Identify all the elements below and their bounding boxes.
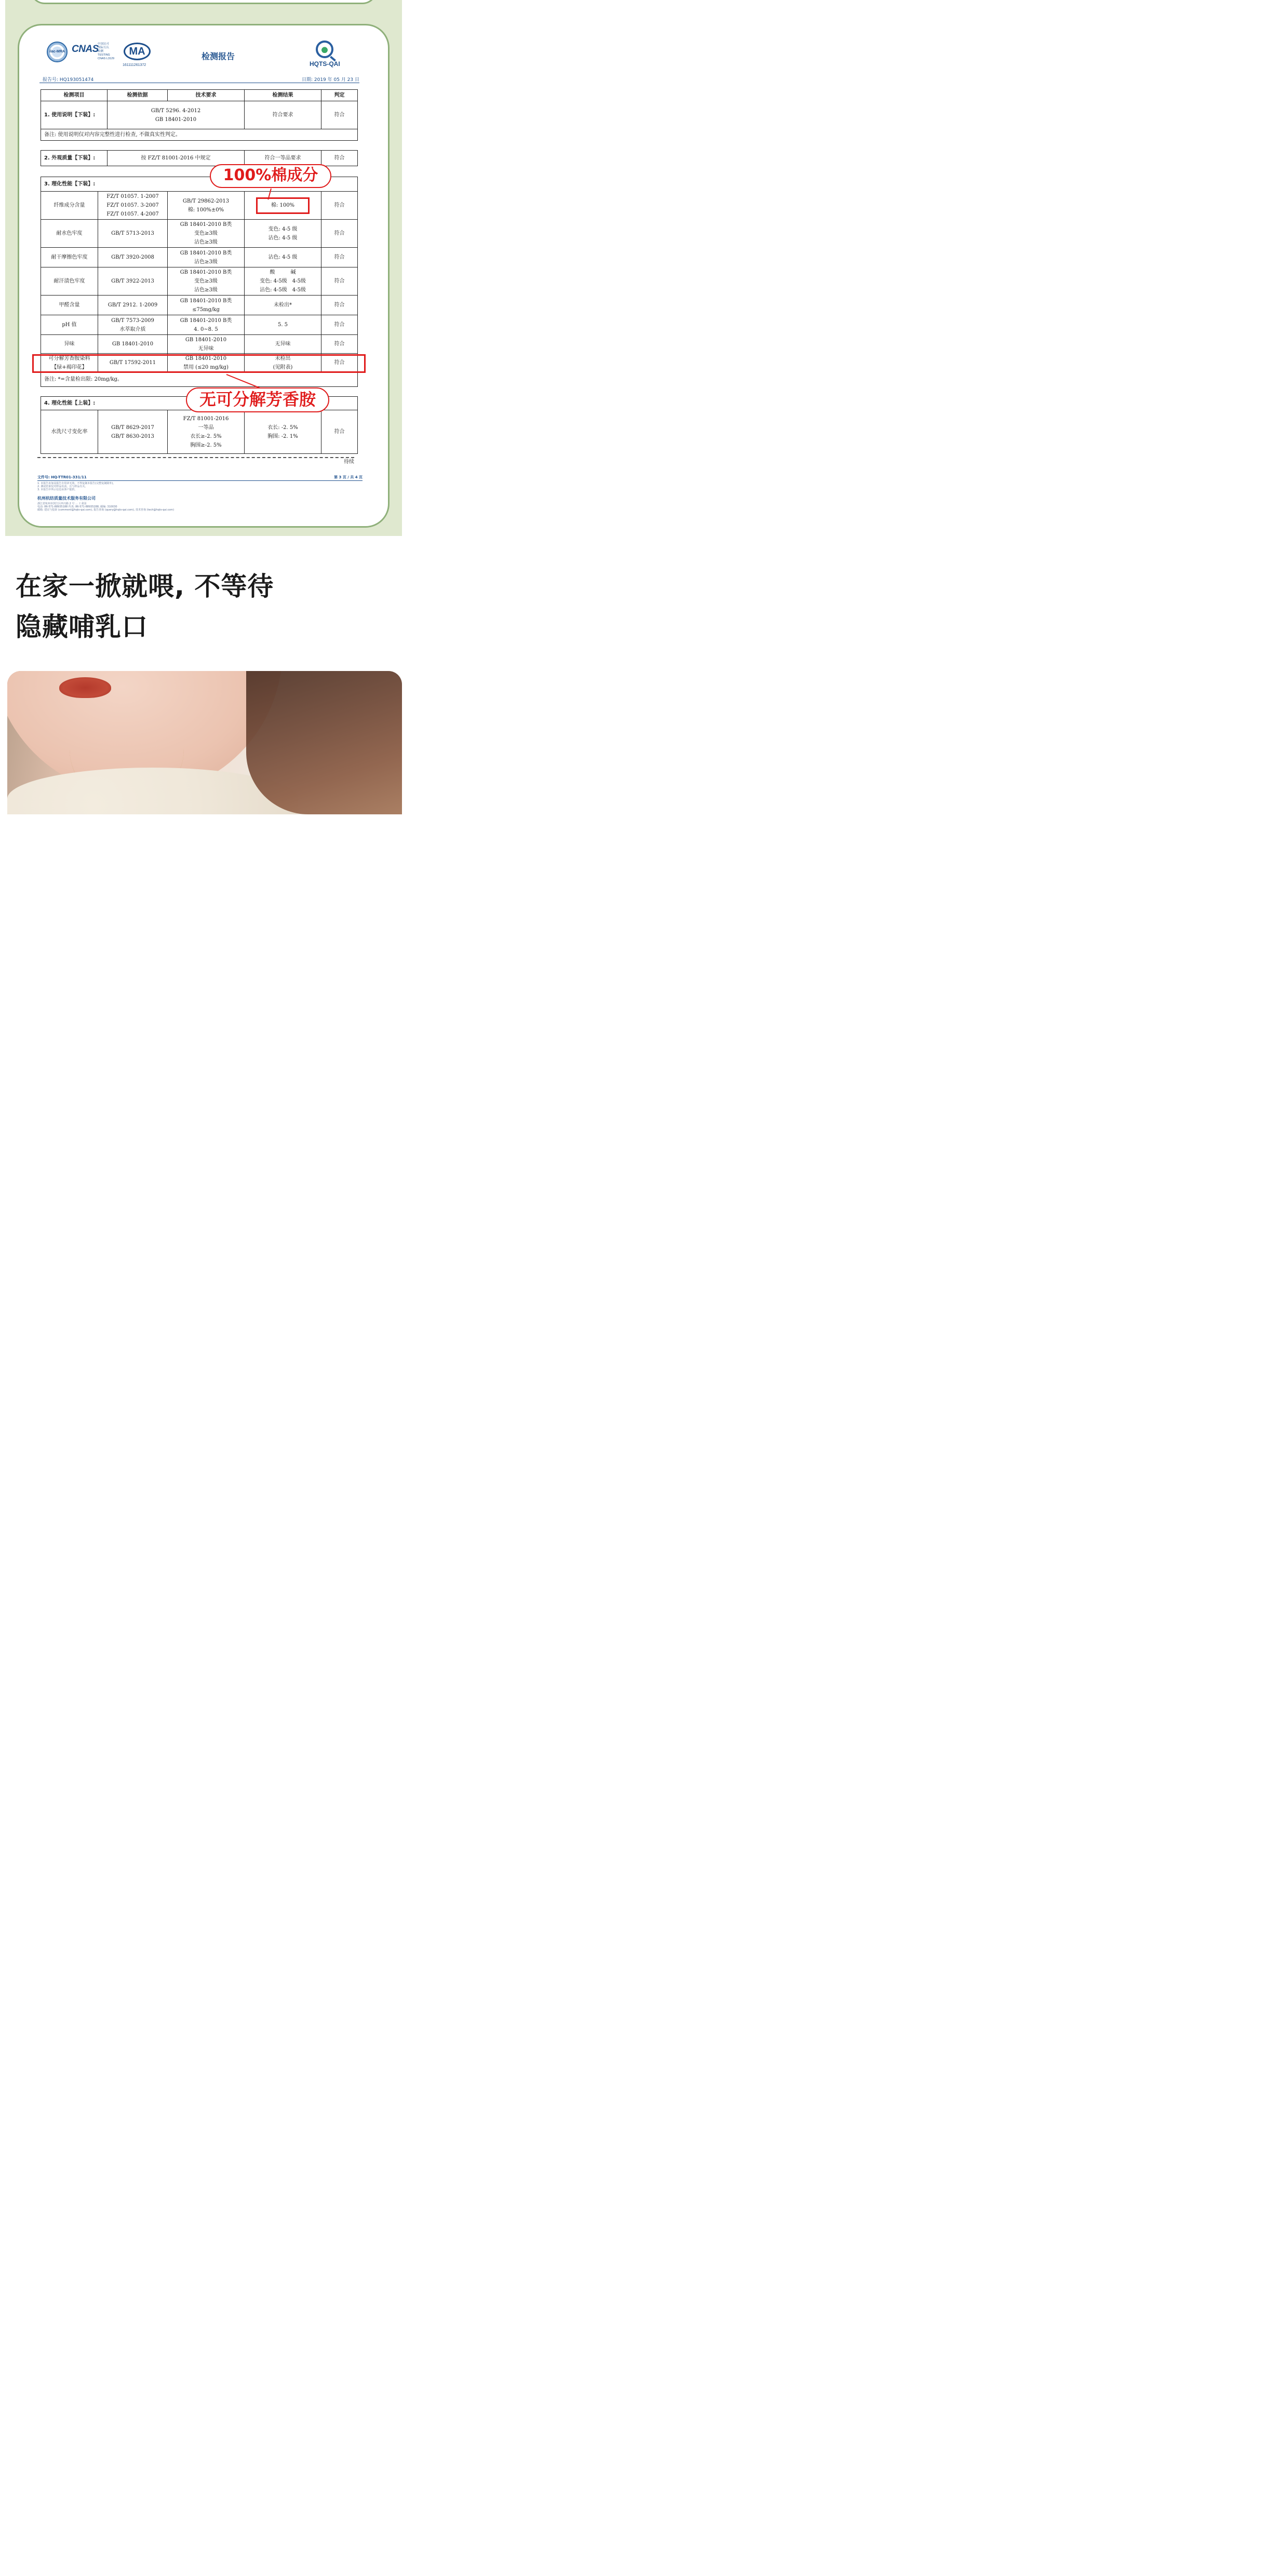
item-cell: 耐水色牢度 bbox=[41, 220, 98, 248]
verdict-cell: 符合 bbox=[321, 192, 358, 220]
section-label: 3. 理化性能【下装】: bbox=[41, 177, 358, 192]
requirement-cell: GB 18401-2010 B类 变色≥3级 沾色≥3级 bbox=[168, 267, 245, 296]
lab-contact: 浙江省杭州市滨江区西兴路 2 号 ... 工业园 电话: 86-571-88935188 传真: 86-571-88935288, 邮编: 310030 邮箱: 建议与投诉 (comment@hqts-qai.com), 报告查询 (query@hqts-qai.com), 技术咨询 (tech@hqts-qai.com) bbox=[37, 502, 175, 512]
verdict-cell: 符合 bbox=[321, 248, 358, 267]
basis-cell: GB/T 3920-2008 bbox=[98, 248, 168, 267]
requirement-cell: GB 18401-2010 无异味 bbox=[168, 335, 245, 354]
requirement-cell: GB/T 29862-2013 棉: 100%±0% bbox=[168, 192, 245, 220]
verdict-cell: 符合 bbox=[321, 220, 358, 248]
result-cell: 符合一等品要求 bbox=[245, 151, 321, 166]
result-cell: 酸 碱 变色: 4-5级 4-5级 沾色: 4-5级 4-5级 bbox=[245, 267, 321, 296]
magnifier-icon bbox=[316, 41, 333, 58]
result-cell: 沾色: 4-5 级 bbox=[245, 248, 321, 267]
result-cell bbox=[245, 192, 321, 220]
left-margin bbox=[0, 0, 5, 536]
cnas-logo: CNAS bbox=[72, 44, 99, 55]
result-cell: 变色: 4-5 级 沾色: 4-5 级 bbox=[245, 220, 321, 248]
requirement-cell: GB 18401-2010 B类 4. 0~8. 5 bbox=[168, 315, 245, 335]
table-row bbox=[41, 296, 358, 315]
document-number: 文件号: HQ-TTR01-331/11 bbox=[37, 475, 87, 479]
item-cell: pH 值 bbox=[41, 315, 98, 335]
verdict-cell: 符合 bbox=[321, 101, 358, 129]
page-number: 第 3 页 / 共 4 页 bbox=[334, 475, 363, 479]
item-cell: 耐干摩擦色牢度 bbox=[41, 248, 98, 267]
basis-cell: GB/T 8629-2017 GB/T 8630-2013 bbox=[98, 410, 168, 454]
footer-doc-row bbox=[37, 474, 363, 481]
continued-label: 待续 bbox=[344, 459, 354, 465]
verdict-cell: 符合 bbox=[321, 335, 358, 354]
report-meta bbox=[39, 75, 359, 83]
table-row bbox=[41, 248, 358, 267]
result-cell: 未检出 (见附表) bbox=[245, 354, 321, 372]
basis-cell: GB/T 5713-2013 bbox=[98, 220, 168, 248]
footer-fine-print: 1. 本报告未加盖报告专用章无效。不得复制本报告(完整复制除外)。 2. 测试结果仅对样品负责。且与样品有关。 3. 本报告中所示信息由客户提供。 bbox=[37, 482, 116, 491]
verdict-cell: 符合 bbox=[321, 354, 358, 372]
column-header: 检测依据 bbox=[108, 90, 168, 101]
headline-line-1: 在家一掀就喂, 不等待 bbox=[16, 571, 274, 601]
table-row bbox=[41, 267, 358, 296]
model-hair bbox=[246, 671, 402, 814]
report-number: 报告号: HQ193051474 bbox=[43, 77, 94, 83]
lab-company-name: 杭州杭纺质量技术服务有限公司 bbox=[37, 496, 96, 501]
item-cell: 纤维成分含量 bbox=[41, 192, 98, 220]
table-row bbox=[41, 410, 358, 454]
result-cell: 符合要求 bbox=[245, 101, 321, 129]
basis-cell: GB/T 2912. 1-2009 bbox=[98, 296, 168, 315]
requirement-cell: GB 18401-2010 B类 沾色≥3级 bbox=[168, 248, 245, 267]
result-cell: 无异味 bbox=[245, 335, 321, 354]
requirement-cell: GB 18401-2010 B类 变色≥3级 沾色≥3级 bbox=[168, 220, 245, 248]
continued-divider bbox=[37, 457, 354, 462]
item-cell: 甲醛含量 bbox=[41, 296, 98, 315]
ma-logo: MA bbox=[124, 43, 151, 60]
result-cell: 5. 5 bbox=[245, 315, 321, 335]
hqts-logo: HQTS-QAI bbox=[310, 41, 340, 68]
requirement-cell: FZ/T 81001-2016 一等品 衣长≥-2. 5% 胸围≥-2. 5% bbox=[168, 410, 245, 454]
amine-callout: 无可分解芳香胺 bbox=[186, 387, 329, 412]
column-header: 判定 bbox=[321, 90, 358, 101]
column-header: 技术要求 bbox=[168, 90, 245, 101]
headline bbox=[16, 566, 274, 647]
section-label: 4. 理化性能【上装】: bbox=[41, 397, 358, 410]
ma-number: 161111261372 bbox=[123, 63, 146, 67]
verdict-cell: 符合 bbox=[321, 267, 358, 296]
column-header: 检测项目 bbox=[41, 90, 108, 101]
model-photo bbox=[7, 671, 402, 814]
item-cell: 异味 bbox=[41, 335, 98, 354]
verdict-cell: 符合 bbox=[321, 410, 358, 454]
report-table-1 bbox=[41, 89, 358, 141]
model-lips bbox=[59, 677, 111, 698]
report-footer bbox=[37, 474, 363, 512]
basis-cell: GB/T 7573-2009 水萃取介质 bbox=[98, 315, 168, 335]
report-date: 日期: 2019 年 05 月 23 日 bbox=[301, 77, 359, 83]
previous-card-edge bbox=[30, 0, 377, 4]
standard-cell: 按 FZ/T 81001-2016 中规定 bbox=[108, 151, 245, 166]
note: 备注: *=含量检出限: 20mg/kg。 bbox=[41, 372, 358, 387]
table-row bbox=[41, 220, 358, 248]
verdict-cell: 符合 bbox=[321, 151, 358, 166]
table-row bbox=[41, 192, 358, 220]
basis-cell: FZ/T 01057. 1-2007 FZ/T 01057. 3-2007 FZ/T 01057. 4-2007 bbox=[98, 192, 168, 220]
basis-cell: GB/T 3922-2013 bbox=[98, 267, 168, 296]
cotton-result-highlight: 棉: 100% bbox=[256, 197, 310, 214]
table-row bbox=[41, 335, 358, 354]
section-label: 2. 外观质量【下装】: bbox=[41, 151, 108, 166]
table-row bbox=[41, 315, 358, 335]
standard-cell: GB/T 5296. 4-2012 GB 18401-2010 bbox=[108, 101, 245, 129]
column-header: 检测结果 bbox=[245, 90, 321, 101]
verdict-cell: 符合 bbox=[321, 315, 358, 335]
cnas-accreditation-text: 中国认可 国际互认 检测 TESTING CNAS L3129 bbox=[98, 43, 115, 60]
report-title: 检测报告 bbox=[202, 51, 235, 61]
report-logos bbox=[39, 38, 359, 75]
cotton-callout: 100%棉成分 bbox=[210, 164, 331, 188]
requirement-cell: GB 18401-2010 B类 ≤75mg/kg bbox=[168, 296, 245, 315]
item-cell: 耐汗渍色牢度 bbox=[41, 267, 98, 296]
ilac-mra-logo: ilac-MRA bbox=[47, 42, 68, 62]
note: 备注: 使用说明仅对内容完整性进行检查, 不做真实性判定。 bbox=[41, 129, 358, 141]
item-cell: 可分解芳香胺染料 【绿+褐印花】 bbox=[41, 354, 98, 372]
right-margin bbox=[402, 0, 407, 536]
result-cell: 未检出* bbox=[245, 296, 321, 315]
item-cell: 水洗尺寸变化率 bbox=[41, 410, 98, 454]
requirement-cell: GB 18401-2010 禁用 (≤20 mg/kg) bbox=[168, 354, 245, 372]
result-cell: 衣长: -2. 5% 胸围: -2. 1% bbox=[245, 410, 321, 454]
verdict-cell: 符合 bbox=[321, 296, 358, 315]
headline-line-2: 隐藏哺乳口 bbox=[16, 612, 148, 642]
amine-row-highlight bbox=[32, 354, 366, 373]
section-label: 1. 使用说明【下装】: bbox=[41, 101, 108, 129]
basis-cell: GB 18401-2010 bbox=[98, 335, 168, 354]
basis-cell: GB/T 17592-2011 bbox=[98, 354, 168, 372]
